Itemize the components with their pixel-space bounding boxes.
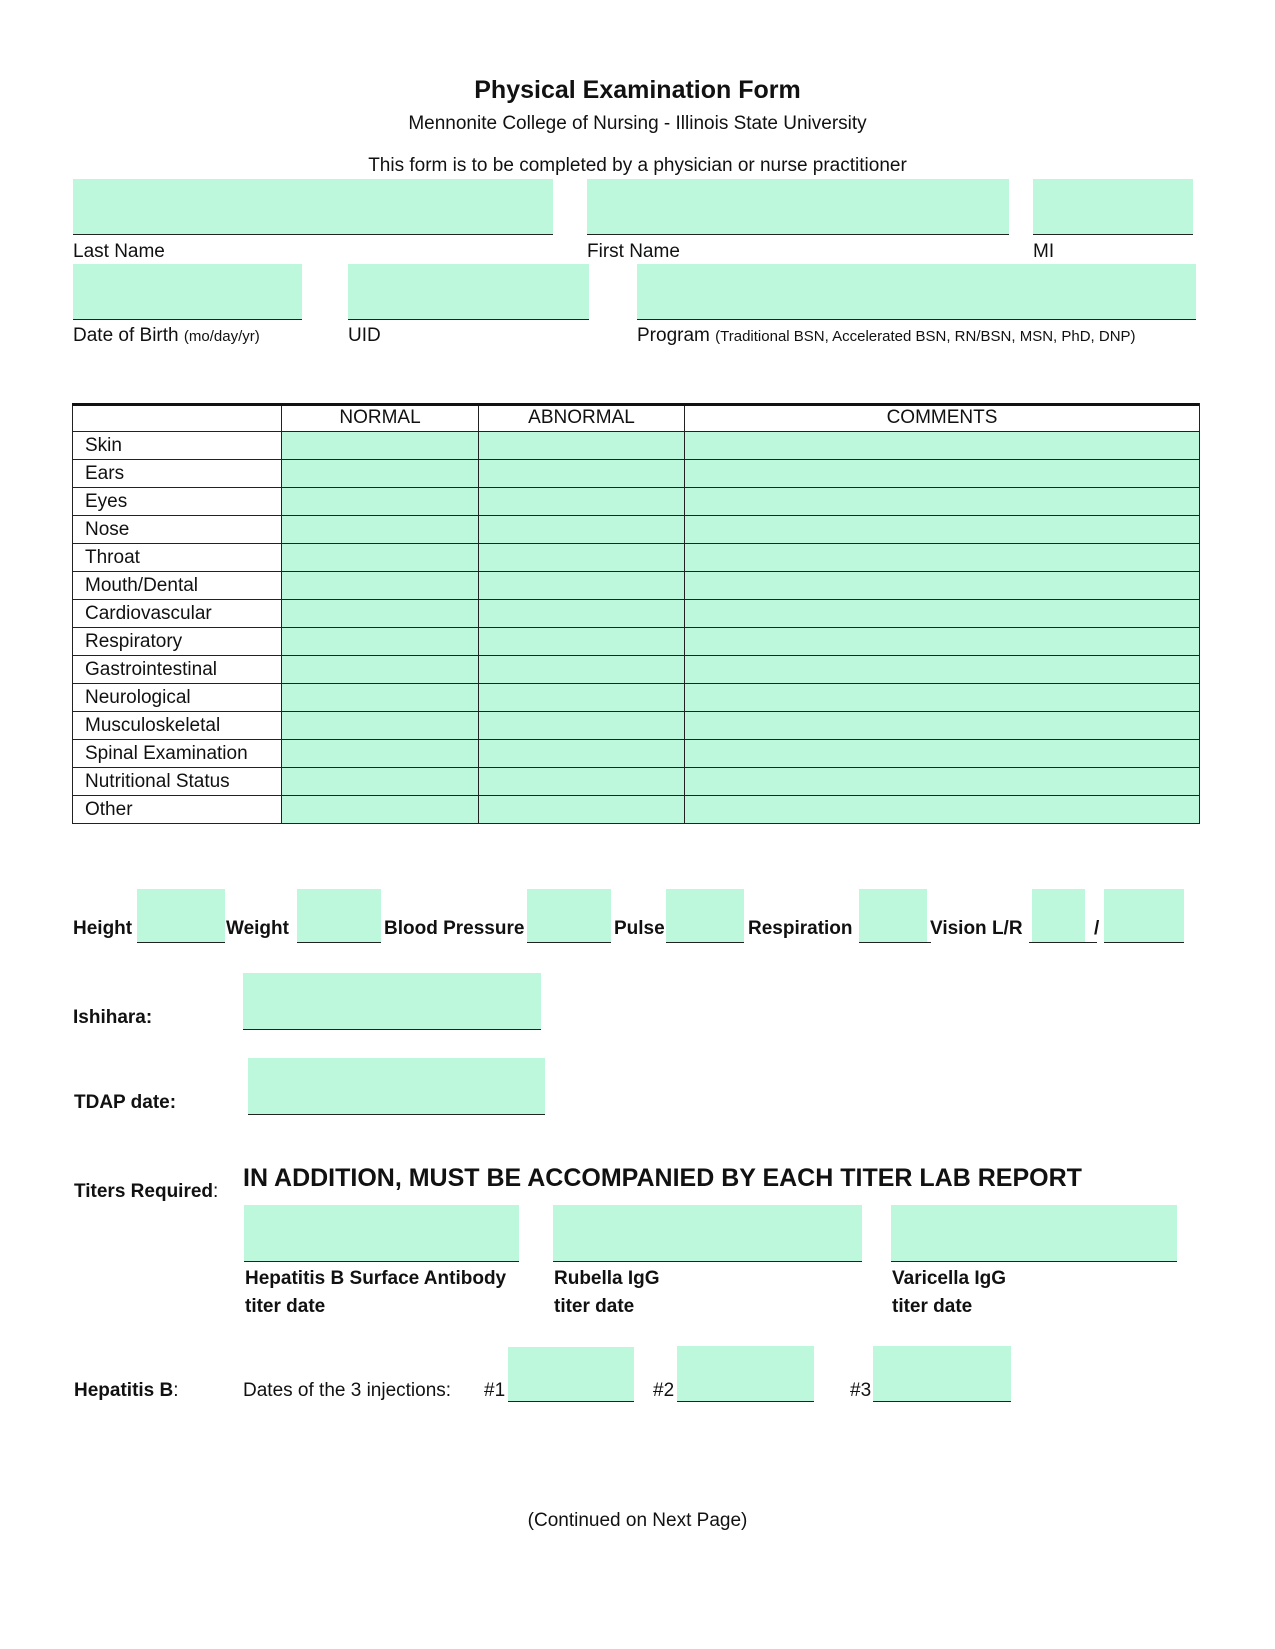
exam-row bbox=[73, 600, 1200, 628]
exam-body-part: Other bbox=[73, 796, 282, 824]
mi-label: MI bbox=[1033, 241, 1055, 262]
exam-body-part: Musculoskeletal bbox=[73, 712, 282, 740]
exam-abnormal-cell[interactable] bbox=[479, 600, 685, 628]
exam-normal-cell[interactable] bbox=[282, 572, 479, 600]
exam-normal-cell[interactable] bbox=[282, 740, 479, 768]
rubella-titer-field[interactable] bbox=[553, 1205, 862, 1262]
vision-right-field[interactable] bbox=[1104, 889, 1184, 943]
exam-comments-cell[interactable] bbox=[685, 656, 1200, 684]
varicella-titer-field[interactable] bbox=[891, 1205, 1177, 1262]
tdap-label: TDAP date: bbox=[74, 1092, 177, 1113]
exam-row bbox=[73, 432, 1200, 460]
weight-underline bbox=[297, 942, 381, 943]
hepatitis-b-label-colon: : bbox=[173, 1380, 179, 1401]
exam-header-abnormal: ABNORMAL bbox=[479, 404, 685, 432]
exam-table bbox=[72, 403, 1200, 824]
exam-header-blank bbox=[73, 404, 282, 432]
respiration-underline bbox=[859, 942, 931, 943]
exam-abnormal-cell[interactable] bbox=[479, 488, 685, 516]
injection-1-field[interactable] bbox=[508, 1347, 634, 1402]
injection-2-label: #2 bbox=[653, 1380, 675, 1401]
exam-normal-cell[interactable] bbox=[282, 600, 479, 628]
exam-normal-cell[interactable] bbox=[282, 516, 479, 544]
injection-1-label: #1 bbox=[484, 1380, 506, 1401]
titers-label-colon: : bbox=[213, 1181, 219, 1202]
exam-row bbox=[73, 768, 1200, 796]
exam-row bbox=[73, 488, 1200, 516]
exam-abnormal-cell[interactable] bbox=[479, 628, 685, 656]
exam-abnormal-cell[interactable] bbox=[479, 544, 685, 572]
rubella-titer-sub: titer date bbox=[554, 1296, 635, 1317]
blood-pressure-label: Blood Pressure bbox=[384, 918, 525, 939]
exam-comments-cell[interactable] bbox=[685, 600, 1200, 628]
rubella-titer-label bbox=[554, 1265, 660, 1321]
titers-banner: IN ADDITION, MUST BE ACCOMPANIED BY EACH TITER LAB REPORT bbox=[243, 1164, 1082, 1192]
exam-body-part: Eyes bbox=[73, 488, 282, 516]
exam-row bbox=[73, 544, 1200, 572]
exam-comments-cell[interactable] bbox=[685, 684, 1200, 712]
weight-field[interactable] bbox=[297, 889, 381, 943]
dob-label bbox=[73, 325, 260, 347]
pulse-underline bbox=[666, 942, 744, 943]
dob-field[interactable] bbox=[73, 264, 302, 320]
exam-comments-cell[interactable] bbox=[685, 432, 1200, 460]
exam-abnormal-cell[interactable] bbox=[479, 460, 685, 488]
program-field[interactable] bbox=[637, 264, 1196, 320]
hep-b-titer-label bbox=[245, 1265, 506, 1321]
injections-label: Dates of the 3 injections: bbox=[243, 1380, 452, 1401]
exam-body-part: Respiratory bbox=[73, 628, 282, 656]
exam-comments-cell[interactable] bbox=[685, 628, 1200, 656]
titers-label bbox=[74, 1181, 218, 1203]
vision-left-underline bbox=[1029, 942, 1097, 943]
uid-field[interactable] bbox=[348, 264, 589, 320]
hep-b-titer-name: Hepatitis B Surface Antibody bbox=[245, 1268, 507, 1289]
exam-body bbox=[73, 432, 1200, 824]
hepatitis-b-label-text: Hepatitis B bbox=[74, 1380, 174, 1401]
form-instruction: This form is to be completed by a physician or nurse practitioner bbox=[368, 155, 907, 176]
dob-label-text: Date of Birth bbox=[73, 325, 179, 346]
exam-comments-cell[interactable] bbox=[685, 516, 1200, 544]
exam-row bbox=[73, 572, 1200, 600]
hep-b-titer-field[interactable] bbox=[244, 1205, 519, 1262]
pulse-label: Pulse bbox=[614, 918, 665, 939]
rubella-titer-name: Rubella IgG bbox=[554, 1268, 660, 1289]
exam-body-part: Ears bbox=[73, 460, 282, 488]
respiration-label: Respiration bbox=[748, 918, 853, 939]
weight-label: Weight bbox=[226, 918, 289, 939]
exam-normal-cell[interactable] bbox=[282, 768, 479, 796]
titers-label-text: Titers Required bbox=[74, 1181, 214, 1202]
ishihara-label: Ishihara: bbox=[73, 1007, 153, 1028]
respiration-field[interactable] bbox=[859, 889, 927, 943]
exam-row bbox=[73, 712, 1200, 740]
vision-label: Vision L/R bbox=[930, 918, 1023, 939]
exam-comments-cell[interactable] bbox=[685, 740, 1200, 768]
height-underline bbox=[137, 942, 225, 943]
program-label-text: Program bbox=[637, 325, 710, 346]
exam-abnormal-cell[interactable] bbox=[479, 516, 685, 544]
exam-header-row bbox=[73, 404, 1200, 432]
exam-body-part: Cardiovascular bbox=[73, 600, 282, 628]
varicella-titer-name: Varicella IgG bbox=[892, 1268, 1007, 1289]
injection-3-label: #3 bbox=[850, 1380, 872, 1401]
exam-body-part: Mouth/Dental bbox=[73, 572, 282, 600]
middle-initial-field[interactable] bbox=[1033, 179, 1193, 235]
exam-row bbox=[73, 684, 1200, 712]
exam-comments-cell[interactable] bbox=[685, 488, 1200, 516]
dob-format: (mo/day/yr) bbox=[183, 328, 260, 345]
vision-left-field[interactable] bbox=[1032, 889, 1085, 943]
height-label: Height bbox=[73, 918, 133, 939]
last-name-label: Last Name bbox=[73, 241, 165, 262]
exam-row bbox=[73, 740, 1200, 768]
pulse-field[interactable] bbox=[666, 889, 744, 943]
exam-comments-cell[interactable] bbox=[685, 796, 1200, 824]
height-field[interactable] bbox=[137, 889, 225, 943]
exam-body-part: Throat bbox=[73, 544, 282, 572]
program-label bbox=[637, 325, 1136, 347]
exam-header-comments: COMMENTS bbox=[685, 404, 1200, 432]
first-name-field[interactable] bbox=[587, 179, 1009, 235]
exam-abnormal-cell[interactable] bbox=[479, 712, 685, 740]
exam-body-part: Nose bbox=[73, 516, 282, 544]
tdap-date-field[interactable] bbox=[248, 1058, 545, 1115]
exam-normal-cell[interactable] bbox=[282, 460, 479, 488]
exam-body-part: Spinal Examination bbox=[73, 740, 282, 768]
exam-body-part: Neurological bbox=[73, 684, 282, 712]
injection-3-field[interactable] bbox=[873, 1346, 1011, 1402]
exam-row bbox=[73, 656, 1200, 684]
hep-b-titer-sub: titer date bbox=[245, 1296, 326, 1317]
exam-body-part: Skin bbox=[73, 432, 282, 460]
exam-abnormal-cell[interactable] bbox=[479, 656, 685, 684]
exam-comments-cell[interactable] bbox=[685, 712, 1200, 740]
exam-normal-cell[interactable] bbox=[282, 488, 479, 516]
exam-comments-cell[interactable] bbox=[685, 460, 1200, 488]
injection-2-field[interactable] bbox=[677, 1346, 814, 1402]
exam-normal-cell[interactable] bbox=[282, 712, 479, 740]
exam-abnormal-cell[interactable] bbox=[479, 684, 685, 712]
exam-body-part: Nutritional Status bbox=[73, 768, 282, 796]
program-options: (Traditional BSN, Accelerated BSN, RN/BSN, MSN, PhD, DNP) bbox=[715, 328, 1136, 345]
exam-comments-cell[interactable] bbox=[685, 544, 1200, 572]
exam-normal-cell[interactable] bbox=[282, 796, 479, 824]
uid-label: UID bbox=[348, 325, 381, 346]
first-name-label: First Name bbox=[587, 241, 680, 262]
exam-abnormal-cell[interactable] bbox=[479, 432, 685, 460]
exam-header-normal: NORMAL bbox=[282, 404, 479, 432]
continued-note: (Continued on Next Page) bbox=[527, 1510, 748, 1531]
exam-row bbox=[73, 796, 1200, 824]
last-name-field[interactable] bbox=[73, 179, 553, 235]
exam-normal-cell[interactable] bbox=[282, 432, 479, 460]
exam-abnormal-cell[interactable] bbox=[479, 740, 685, 768]
exam-comments-cell[interactable] bbox=[685, 572, 1200, 600]
exam-row bbox=[73, 628, 1200, 656]
exam-body-part: Gastrointestinal bbox=[73, 656, 282, 684]
exam-row bbox=[73, 516, 1200, 544]
ishihara-field[interactable] bbox=[243, 973, 541, 1030]
exam-normal-cell[interactable] bbox=[282, 628, 479, 656]
varicella-titer-label bbox=[892, 1265, 1006, 1321]
form-title: Physical Examination Form bbox=[474, 76, 801, 104]
exam-comments-cell[interactable] bbox=[685, 768, 1200, 796]
blood-pressure-field[interactable] bbox=[527, 889, 611, 943]
exam-row bbox=[73, 460, 1200, 488]
exam-abnormal-cell[interactable] bbox=[479, 768, 685, 796]
exam-abnormal-cell[interactable] bbox=[479, 796, 685, 824]
form-subtitle: Mennonite College of Nursing - Illinois State University bbox=[408, 113, 867, 134]
hepatitis-b-label bbox=[74, 1380, 179, 1402]
vision-right-underline bbox=[1104, 942, 1184, 943]
vision-separator: / bbox=[1094, 918, 1100, 939]
exam-normal-cell[interactable] bbox=[282, 544, 479, 572]
exam-normal-cell[interactable] bbox=[282, 656, 479, 684]
blood-pressure-underline bbox=[527, 942, 611, 943]
exam-abnormal-cell[interactable] bbox=[479, 572, 685, 600]
exam-normal-cell[interactable] bbox=[282, 684, 479, 712]
table-top-rule bbox=[72, 403, 1199, 406]
varicella-titer-sub: titer date bbox=[892, 1296, 973, 1317]
